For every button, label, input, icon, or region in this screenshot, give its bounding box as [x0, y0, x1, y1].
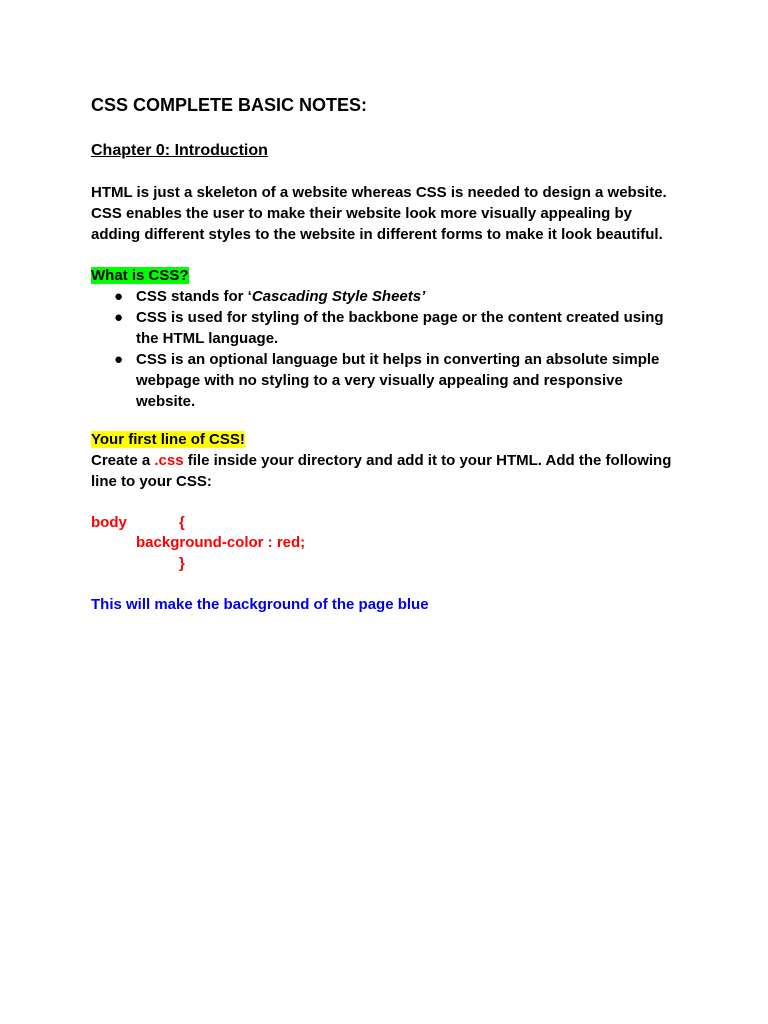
create-line: line to your CSS:: [91, 473, 212, 490]
document-title: CSS COMPLETE BASIC NOTES:: [91, 95, 368, 115]
code-close-brace: }: [179, 555, 185, 572]
background-note: This will make the background of the page blue: [91, 596, 429, 613]
intro-line: HTML is just a skeleton of a website whereas CSS is needed to design a website.: [91, 184, 667, 201]
bullet-text: CSS stands for ‘: [136, 288, 252, 305]
list-item: [91, 349, 664, 412]
bullet-icon: ●: [114, 288, 124, 305]
create-file-paragraph: [91, 450, 671, 492]
bullet-line: CSS is an optional language but it helps in converting an absolute simple: [136, 351, 660, 368]
code-property-line: background-color : red;: [136, 534, 306, 551]
css-bullet-list: [91, 286, 664, 412]
create-line: [91, 450, 671, 471]
css-extension-text: .css: [154, 452, 184, 469]
list-item: [91, 286, 664, 307]
chapter-heading: Chapter 0: Introduction: [91, 142, 268, 159]
bullet-line: the HTML language.: [136, 330, 279, 347]
bullet-italic-text: Cascading Style Sheets’: [251, 288, 426, 305]
create-text-before: Create a: [91, 452, 155, 469]
bullet-line: website.: [136, 393, 196, 410]
list-item: [91, 307, 664, 349]
what-is-css-highlight: What is CSS?: [91, 267, 189, 284]
bullet-line: CSS is used for styling of the backbone page or the content created using: [136, 309, 664, 326]
first-line-highlight: Your first line of CSS!: [91, 431, 245, 448]
code-selector: body: [91, 514, 127, 531]
create-text-after: file inside your directory and add it to your HTML. Add the following: [183, 452, 672, 469]
what-is-css-heading: [91, 265, 189, 286]
bullet-line: webpage with no styling to a very visually appealing and responsive: [136, 372, 623, 389]
bullet-icon: ●: [114, 351, 124, 368]
first-line-heading: [91, 429, 245, 450]
bullet-icon: ●: [114, 309, 124, 326]
intro-paragraph: [91, 182, 667, 245]
code-open-brace: {: [179, 514, 185, 531]
intro-line: CSS enables the user to make their website look more visually appealing by: [91, 205, 633, 222]
intro-line: adding different styles to the website in different forms to make it look beautiful.: [91, 226, 663, 243]
